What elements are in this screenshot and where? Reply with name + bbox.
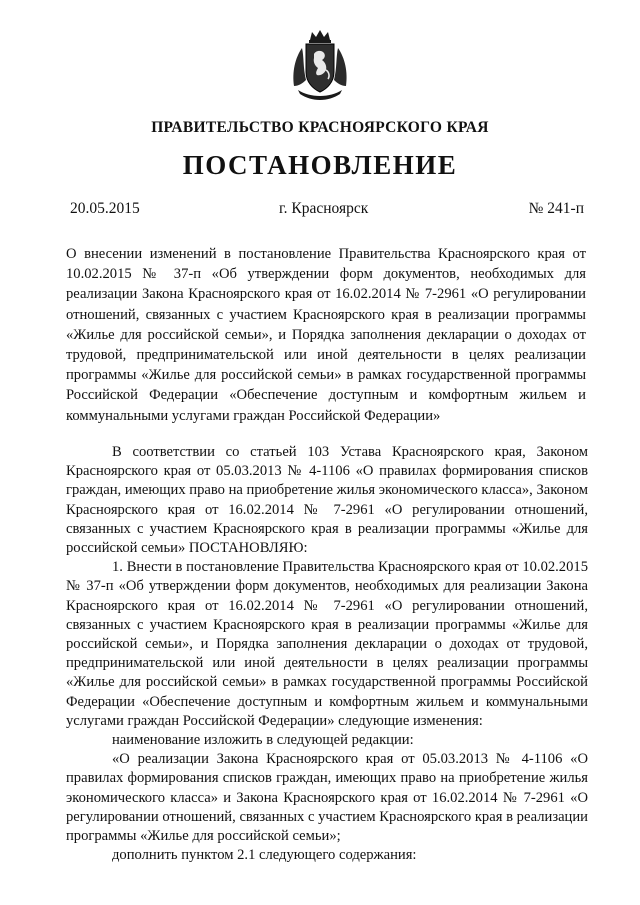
document-type-heading: ПОСТАНОВЛЕНИЕ xyxy=(182,150,458,180)
document-subject: О внесении изменений в постановление Правительства Красноярского края от 10.02.2015 № 37-п «Об утверждении форм документов, необходимых для реализации Закона Красноярского края от 16.02.2014 № 7-2961 «О регулировании отношений, связанных с участием Красноярского края в реализации программы «Жилье для российской семьи», и Порядка заполнения декларации о доходах от трудовой, предпринимательской или иной деятельности в целях реализации программы «Жилье для российской семьи» в рамках государственной программы Российской Федерации «Обеспечение доступным и комфортным жильем и коммунальными услугами граждан Российской Федерации» xyxy=(66,246,586,424)
body-paragraph-new-title: «О реализации Закона Красноярского края от 05.03.2013 № 4-1106 «О правилах формирования списков граждан, имеющих право на приобретение жилья экономического класса» и Закона Красноярского края от 16.02.2014 № 7-2961 «О регулировании отношений, связанных с участием Красноярского края в реализации программы «Жилье для российской семьи»; xyxy=(66,751,588,845)
krasnoyarsk-coat-of-arms-icon xyxy=(290,28,350,102)
body-paragraph-title-change: наименование изложить в следующей редакции: xyxy=(112,732,414,749)
document-city: г. Красноярск xyxy=(279,200,369,217)
body-paragraph-item-1: 1. Внести в постановление Правительства Красноярского края от 10.02.2015 № 37-п «Об утверждении форм документов, необходимых для реализации Закона Красноярского края от 16.02.2014 № 7-2961 «О регулировании отношений, связанных с участием Красноярского края в реализации программы «Жилье для российской семьи», и Порядка заполнения декларации о доходах от трудовой, предпринимательской или иной деятельности в целях реализации программы «Жилье для российской семьи» в рамках государственной программы Российской Федерации «Обеспечение доступным и комфортным жильем и коммунальными услугами граждан Российской Федерации» следующие изменения: xyxy=(66,559,588,729)
body-paragraph-preamble: В соответствии со статьей 103 Устава Красноярского края, Законом Красноярского края от 05.03.2013 № 4-1106 «О правилах формирования списков граждан, имеющих право на приобретение жилья экономического класса», Законом Красноярского края от 16.02.2014 № 7-2961 «О регулировании отношений, связанных с участием Красноярского края в реализации программы «Жилье для российской семьи» ПОСТАНОВЛЯЮ: xyxy=(66,444,588,557)
document-date: 20.05.2015 xyxy=(70,200,140,217)
document-number: № 241-п xyxy=(528,200,584,217)
government-name: ПРАВИТЕЛЬСТВО КРАСНОЯРСКОГО КРАЯ xyxy=(151,119,489,136)
document-body xyxy=(66,443,588,865)
body-paragraph-addition: дополнить пунктом 2.1 следующего содержания: xyxy=(112,847,417,864)
